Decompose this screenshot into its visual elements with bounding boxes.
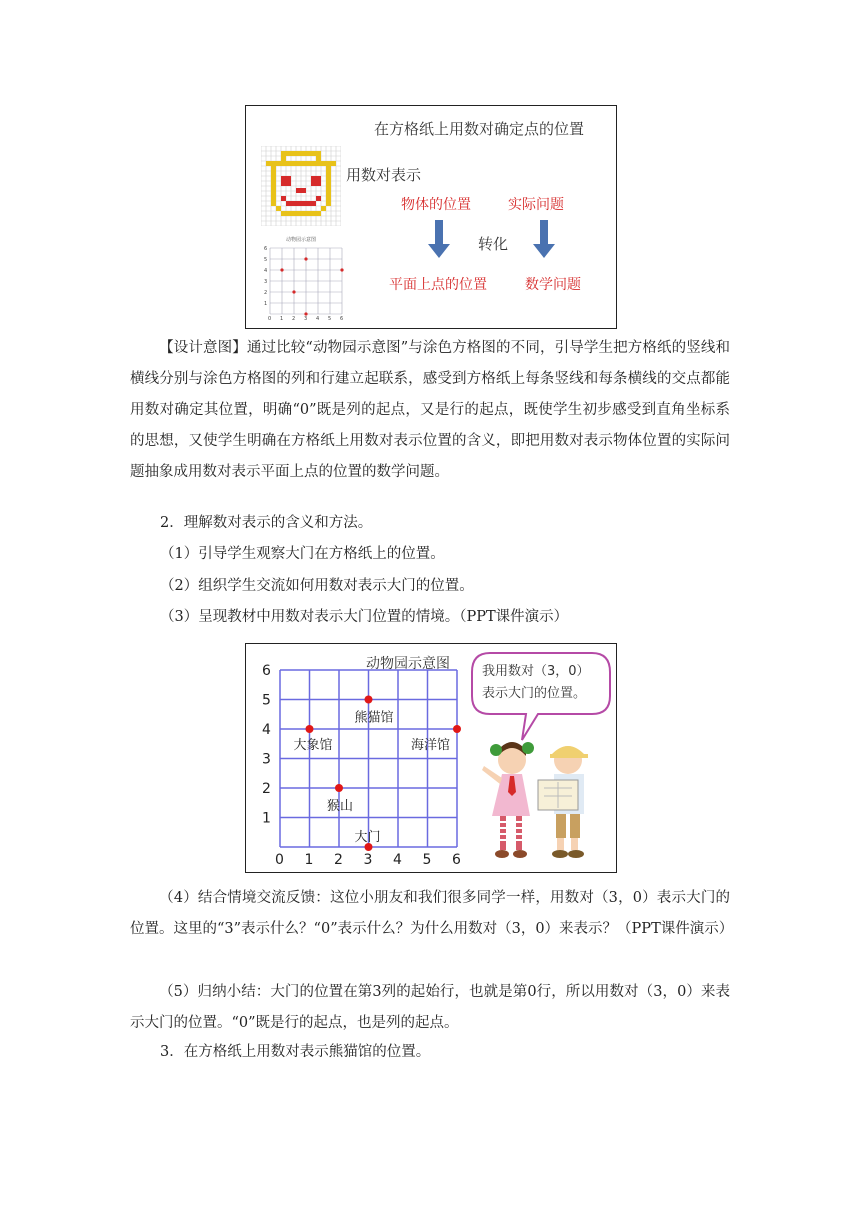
cartoon-children-illustration [472,736,610,868]
design-intent-text: 通过比较“动物园示意图”与涂色方格图的不同，引导学生把方格纸的竖线和横线分别与涂色方格图的列和行建立起联系，感受到方格纸上每条竖线和每条横线的交点都能用数对确定其位置，明确“0”既是列的起点，又是行的起点，既使学生初步感受到直角坐标系的思想，又使学生明确在方格纸上用数对表示位置的含义，即把用数对表示物体位置的实际问题抽象成用数对表示平面上点的位置的数学问题。 [130,340,730,480]
label-math-problem: 数学问题 [525,277,581,293]
svg-text:4: 4 [264,268,268,274]
section2-item2: （2）组织学生交流如何用数对表示大门的位置。 [160,578,474,594]
svg-text:0: 0 [268,316,272,322]
y-tick-label: 1 [262,810,271,827]
svg-text:3: 3 [264,279,268,285]
svg-text:2: 2 [292,316,296,322]
section2-item5 [130,977,730,1039]
section2-item1: （1）引导学生观察大门在方格纸上的位置。 [160,546,445,562]
down-arrow-icon [427,220,451,258]
section2-item5-text: （5）归纳小结：大门的位置在第3列的起始行，也就是第0行，所以用数对（3，0）来表示大门的位置。“0”既是行的起点，也是列的起点。 [130,984,730,1031]
label-plane-point-position: 平面上点的位置 [389,277,487,293]
speech-line-2: 表示大门的位置。 [482,686,587,701]
location-label: 大象馆 [293,738,333,753]
svg-text:4: 4 [316,316,320,322]
down-arrow-icon [532,220,556,258]
y-tick-label: 4 [262,722,271,738]
section2-item4-text: （4）结合情境交流反馈：这位小朋友和我们很多同学一样，用数对（3，0）表示大门的位置。这里的“3”表示什么？“0”表示什么？为什么用数对（3，0）来表示？（PPT课件演示） [130,890,734,937]
svg-text:1: 1 [264,301,268,307]
section3-heading: 3．在方格纸上用数对表示熊猫馆的位置。 [160,1044,431,1060]
svg-text:6: 6 [340,316,344,322]
location-point [365,696,373,704]
svg-text:5: 5 [328,316,332,322]
location-point [335,784,343,792]
label-object-position: 物体的位置 [401,197,471,213]
design-intent-label: 【设计意图】 [159,340,247,356]
location-label: 海洋馆 [411,738,451,753]
x-tick-label: 4 [393,852,402,868]
location-label: 熊猫馆 [354,710,394,726]
mini-chart-title: 动物园示意图 [286,237,317,243]
y-tick-label: 6 [262,663,271,679]
colored-grid-face [261,146,341,226]
label-transform: 转化 [478,235,509,253]
x-tick-label: 1 [304,852,314,868]
y-tick-label: 3 [262,751,271,768]
x-tick-label: 6 [452,852,461,868]
y-tick-label: 5 [262,692,271,709]
x-tick-label: 0 [275,852,284,868]
mini-zoo-chart [256,234,346,324]
figure-conversion-diagram [245,105,617,329]
svg-text:2: 2 [264,290,268,296]
label-actual-problem: 实际问题 [508,197,564,213]
figure1-title: 在方格纸上用数对确定点的位置 [374,120,585,138]
chart-title: 动物园示意图 [366,656,450,672]
x-tick-label: 5 [422,852,432,868]
x-tick-label: 2 [334,852,343,868]
location-point [306,725,314,733]
speech-line-1: 我用数对（3，0） [482,664,590,679]
svg-text:5: 5 [264,257,268,263]
location-point [453,725,461,733]
svg-text:6: 6 [264,246,268,252]
section2-item4 [130,883,734,945]
section2-heading: 2．理解数对表示的含义和方法。 [160,515,373,531]
label-represent-with-pair: 用数对表示 [346,166,422,184]
location-label: 大门 [354,830,381,845]
y-tick-label: 2 [262,781,271,797]
svg-text:1: 1 [280,316,284,322]
location-label: 猴山 [327,799,354,814]
figure-zoo-map [245,643,617,873]
design-intent-paragraph [130,333,730,488]
svg-text:3: 3 [304,316,308,322]
x-tick-label: 3 [363,852,373,868]
section2-item3: （3）呈现教材中用数对表示大门位置的情境。（PPT课件演示） [160,609,569,625]
